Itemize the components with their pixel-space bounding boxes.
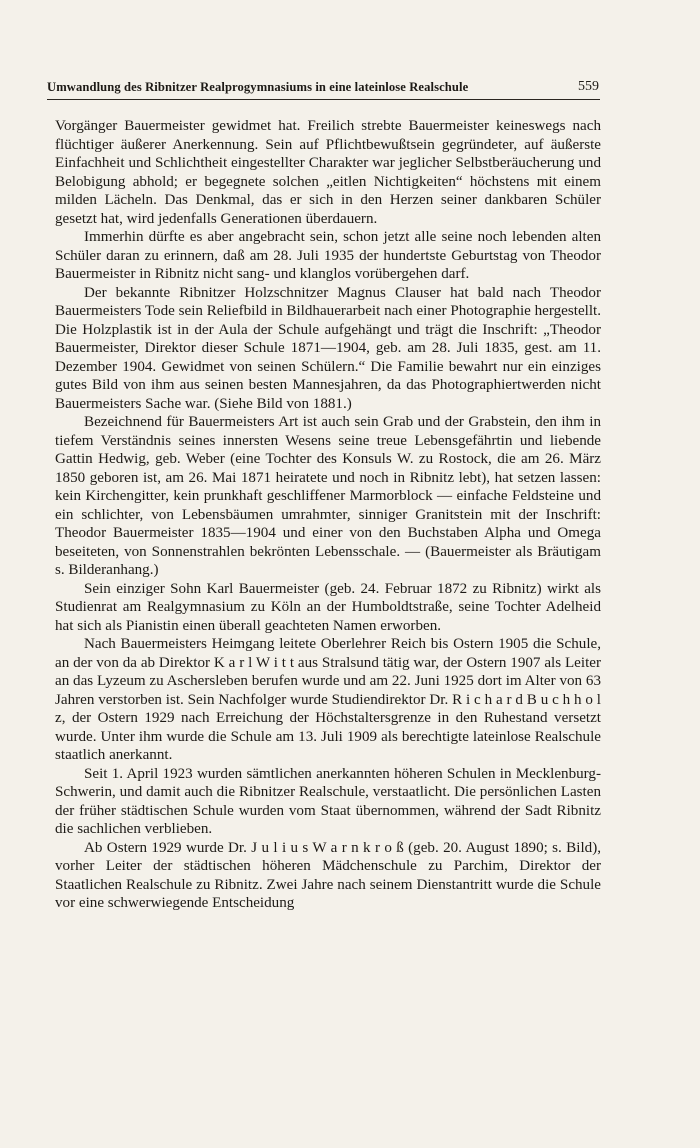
page-number: 559	[578, 79, 599, 94]
paragraph: Nach Bauermeisters Heimgang leitete Oberlehrer Reich bis Ostern 1905 die Schule, an der von da ab Direktor K a r l W i t t aus Stralsund tätig war, der Ostern 1907 als Leiter an das Lyzeum zu Aschersleben berufen wurde und am 22. Juni 1925 dort im Alter von 63 Jahren verstorben ist. Sein Nachfolger wurde Studiendirektor Dr. R i c h a r d B u c h h o l z, der Ostern 1929 nach Erreichung der Höchstaltersgrenze in den Ruhestand versetzt wurde. Unter ihm wurde die Schule am 13. Juli 1909 als berechtigte lateinlose Realschule staatlich anerkannt.	[55, 636, 601, 763]
paragraph: Der bekannte Ribnitzer Holzschnitzer Magnus Clauser hat bald nach Theodor Bauermeisters Tode sein Reliefbild in Bildhauerarbeit nach einer Photographie hergestellt. Die Holzplastik ist in der Aula der Schule aufgehängt und trägt die Inschrift: „Theodor Bauermeister, Direktor dieser Schule 1871—1904, geb. am 28. Juli 1835, gest. am 11. Dezember 1904. Gewidmet von seinen Schülern.“ Die Familie bewahrt nur ein einziges gutes Bild von ihm aus seinen besten Mannesjahren, da das Photographiertwerden nicht Bauermeisters Sache war. (Siehe Bild von 1881.)	[55, 284, 601, 412]
paragraph: Sein einziger Sohn Karl Bauermeister (geb. 24. Februar 1872 zu Ribnitz) wirkt als Studienrat am Realgymnasium zu Köln an der Humboldtstraße, seine Tochter Adelheid hat sich als Pianistin einen überall geachteten Namen erworben.	[55, 580, 601, 634]
paragraph: Immerhin dürfte es aber angebracht sein, schon jetzt alle seine noch lebenden alten Schüler daran zu erinnern, daß am 28. Juli 1935 der hundertste Geburtstag von Theodor Bauermeister in Ribnitz nicht sang- und klanglos vorübergehen darf.	[55, 229, 601, 282]
body-text	[55, 117, 601, 913]
header-title: Umwandlung des Ribnitzer Realprogymnasiums in eine lateinlose Realschule	[47, 80, 469, 94]
paragraph: Ab Ostern 1929 wurde Dr. J u l i u s W a r n k r o ß (geb. 20. August 1890; s. Bild), vorher Leiter der städtischen höheren Mädchenschule zu Parchim, Direktor der Staatlichen Realschule zu Ribnitz. Zwei Jahre nach seinem Dienstantritt wurde die Schule vor eine schwerwiegende Entscheidung	[55, 839, 601, 911]
running-header	[47, 78, 599, 98]
paragraph: Vorgänger Bauermeister gewidmet hat. Freilich strebte Bauermeister keineswegs nach flüchtiger äußerer Anerkennung. Sein auf Pflichtbewußtsein gegründeter, auf äußerste Einfachheit und Schlichtheit eingestellter Charakter war jeglicher Selbstberäucherung und Belobigung abhold; er begegnete solchen „eitlen Nichtigkeiten“ höchstens mit einem milden Lächeln. Das Denkmal, das er sich in den Herzen seiner dankbaren Schüler gesetzt hat, wird jedenfalls Generationen überdauern.	[55, 118, 601, 227]
header-rule	[47, 99, 600, 100]
paragraph: Bezeichnend für Bauermeisters Art ist auch sein Grab und der Grabstein, den ihm in tiefem Verständnis seines innersten Wesens seine treue Lebensgefährtin und liebende Gattin Hedwig, geb. Weber (eine Tochter des Konsuls W. zu Rostock, die am 26. März 1850 geboren ist, am 26. Mai 1871 heiratete und noch in Ribnitz lebt), hat setzen lassen: kein Kirchengitter, kein prunkhaft geschliffener Marmorblock — einfache Feldsteine und ein schlichter, von Lebensbäumen umrahmter, sinniger Granitstein mit der Inschrift: Theodor Bauermeister 1835—1904 und einer von den Buchstaben Alpha und Omega beseiteten, von Sonnenstrahlen bekrönten Lebensschale. — (Bauermeister als Bräutigam s. Bilderanhang.)	[55, 414, 601, 578]
paragraph: Seit 1. April 1923 wurden sämtlichen anerkannten höheren Schulen in Mecklenburg-Schwerin, und damit auch die Ribnitzer Realschule, verstaatlicht. Die persönlichen Lasten der früher städtischen Schule wurden vom Staat übernommen, während der Sadt Ribnitz die sachlichen verblieben.	[55, 765, 601, 837]
